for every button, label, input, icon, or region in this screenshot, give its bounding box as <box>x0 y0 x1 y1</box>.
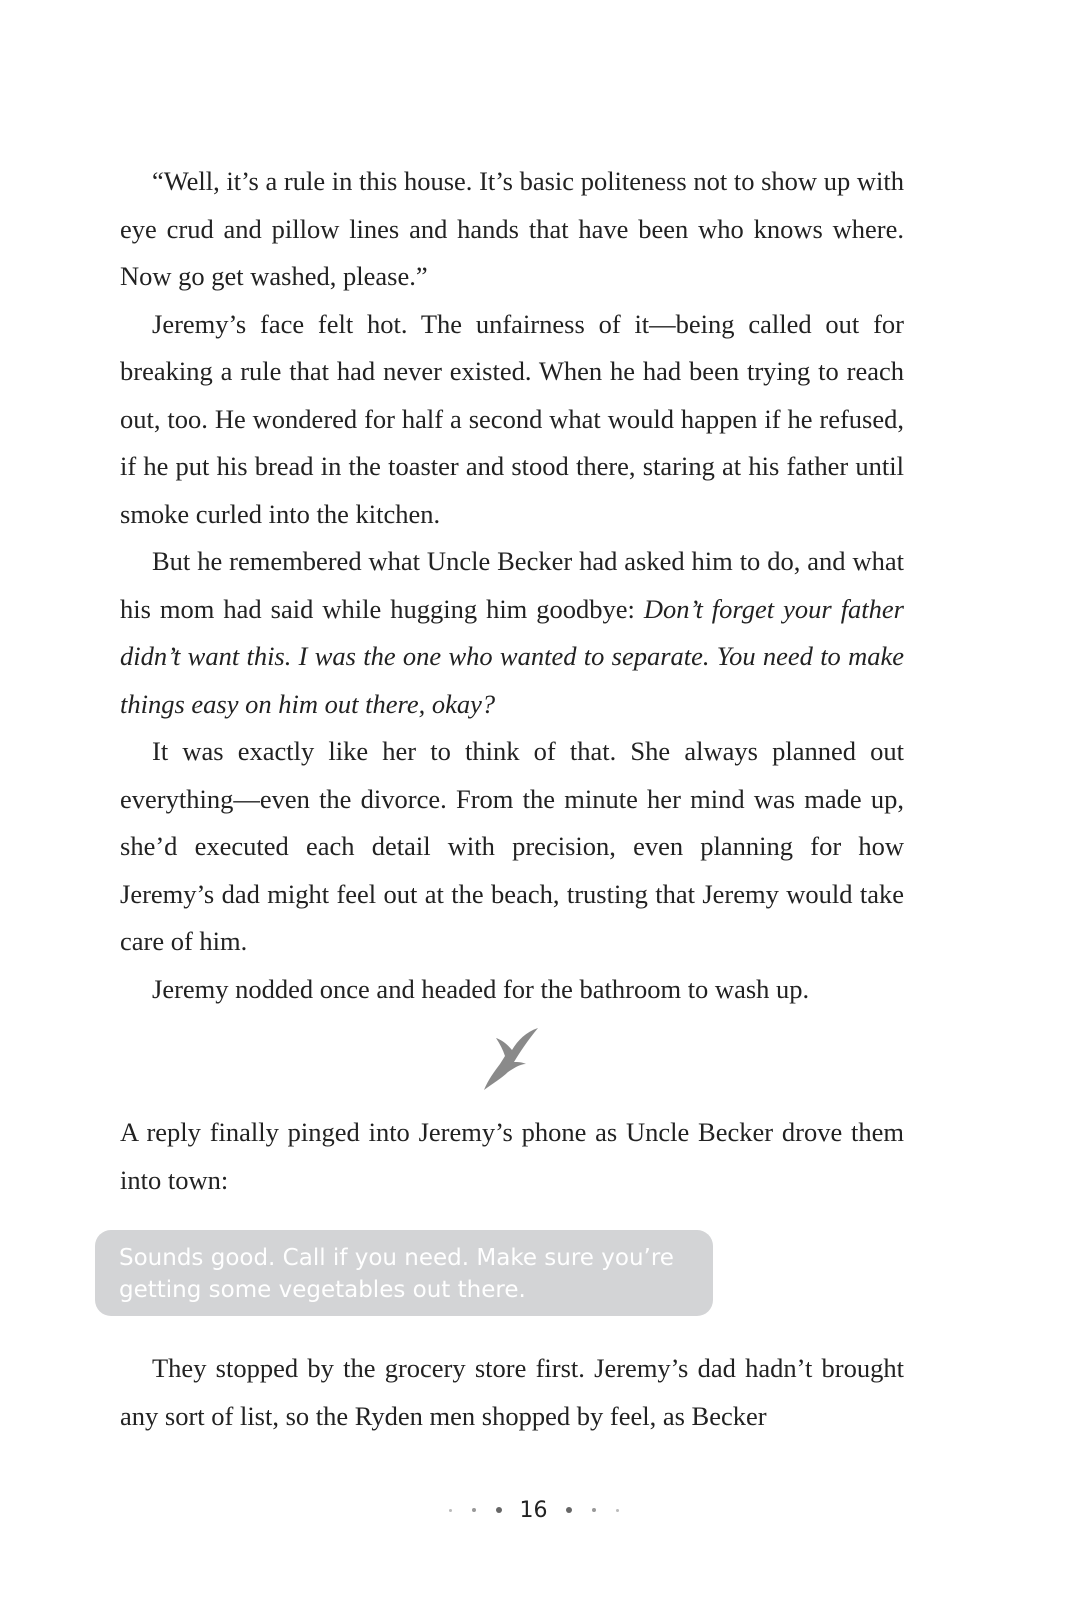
footer-dot <box>566 1507 572 1513</box>
footer-dot <box>472 1508 476 1512</box>
page-footer <box>0 1492 1067 1528</box>
paragraph: A reply finally pinged into Jeremy’s phone as Uncle Becker drove them into town: <box>120 1117 904 1195</box>
paragraph: Jeremy’s face felt hot. The unfairness of it—being called out for breaking a rule that had never existed. When he had been trying to reach out, too. He wondered for half a second what would happen if he refused, if he put his bread in the toaster and stood there, staring at his father until smoke curled into the kitchen. <box>120 308 904 529</box>
paragraph-text: But he remembered what Uncle Becker had asked him to do, and what his mom had said while hugging him goodbye: <box>120 546 904 624</box>
paragraph: It was exactly like her to think of that. She always planned out everything—even the divorce. From the minute her mind was made up, she’d executed each detail with precision, even planning for how Jeremy’s dad might feel out at the beach, trusting that Jeremy would take care of him. <box>120 736 904 956</box>
paragraph: They stopped by the grocery store first. Jeremy’s dad hadn’t brought any sort of list, so the Ryden men shopped by feel, as Becker <box>120 1353 904 1431</box>
paragraph: “Well, it’s a rule in this house. It’s basic politeness not to show up with eye crud and pillow lines and hands that have been who knows where. Now go get washed, please.” <box>120 166 904 291</box>
body-text-top <box>120 158 904 1013</box>
footer-dot <box>496 1507 502 1513</box>
italic-quote: Don’t forget your father didn’t want this. I was the one who wanted to separate. You need to make things easy on him out there, okay? <box>120 593 904 719</box>
footer-dot <box>449 1509 452 1512</box>
seagull-icon <box>478 1026 542 1092</box>
body-text-bottom <box>120 1345 904 1440</box>
footer-dot <box>616 1509 619 1512</box>
paragraph <box>120 538 904 728</box>
page-number: 16 <box>519 1497 548 1523</box>
paragraph: Jeremy nodded once and headed for the bathroom to wash up. <box>152 973 810 1004</box>
footer-dot <box>592 1508 596 1512</box>
body-text-after-break <box>120 1109 904 1204</box>
text-message-bubble: Sounds good. Call if you need. Make sure you’re getting some vegetables out there. <box>95 1230 713 1316</box>
